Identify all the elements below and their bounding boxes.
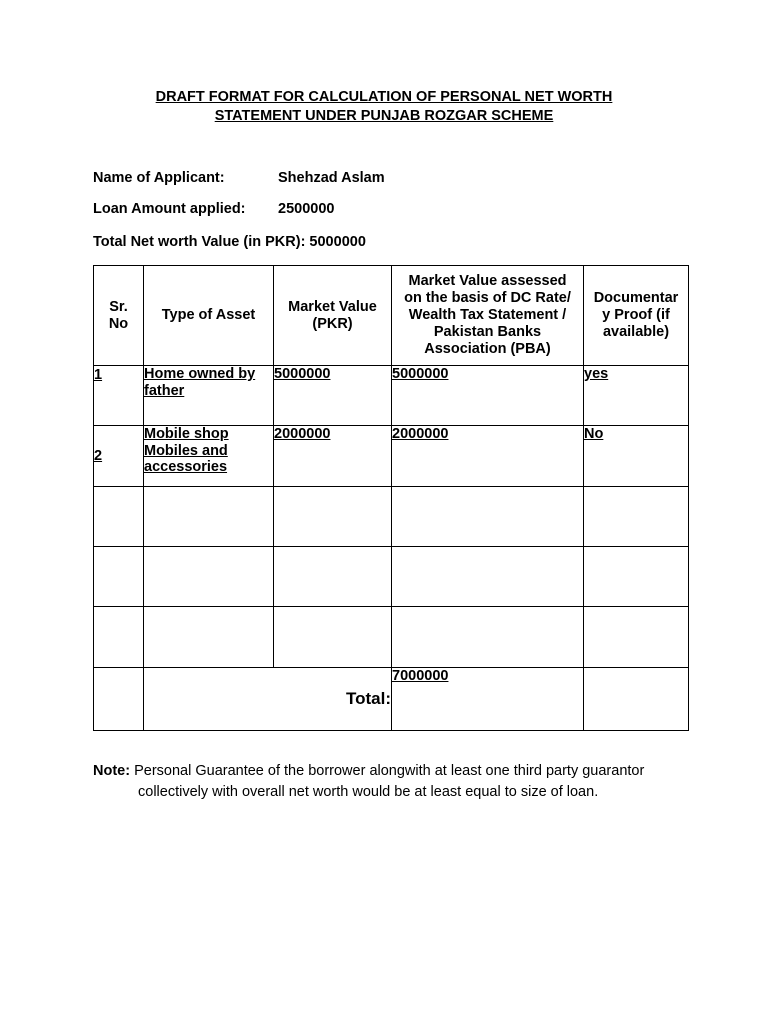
table-row: [94, 487, 689, 547]
table-row: [94, 426, 689, 487]
assessed-value-cell: [392, 607, 584, 668]
asset-cell: Home owned by father: [144, 366, 274, 426]
proof-cell: [584, 487, 689, 547]
table-row: [94, 607, 689, 668]
header-sr-no: Sr. No: [94, 266, 144, 366]
assessed-value-cell: [392, 547, 584, 607]
loan-value: 2500000: [278, 201, 335, 217]
sr-cell: 2: [94, 426, 144, 487]
proof-cell: [584, 547, 689, 607]
proof-cell: [584, 607, 689, 668]
total-label: Total:: [144, 668, 392, 731]
net-worth-field: [93, 232, 366, 252]
proof-cell: yes: [584, 366, 689, 426]
assessed-value-cell: [392, 487, 584, 547]
note-line-1: Personal Guarantee of the borrower alongwith at least one third party guarantor: [130, 763, 645, 779]
assessed-value-cell: 5000000: [392, 366, 584, 426]
table-row: [94, 366, 689, 426]
document-title-line-1: DRAFT FORMAT FOR CALCULATION OF PERSONAL NET WORTH: [155, 89, 613, 105]
net-worth-table: [93, 265, 689, 731]
note-line-2: collectively with overall net worth would be at least equal to size of loan.: [138, 784, 599, 800]
header-documentary-proof: Documentar y Proof (if available): [584, 266, 689, 366]
assessed-value-cell: 2000000: [392, 426, 584, 487]
market-value-cell: 5000000: [274, 366, 392, 426]
market-value-cell: [274, 547, 392, 607]
market-value-cell: [274, 607, 392, 668]
total-proof-cell: [584, 668, 689, 731]
table-header-row: [94, 266, 689, 366]
note: [93, 761, 693, 803]
asset-cell: [144, 547, 274, 607]
total-empty-cell: [94, 668, 144, 731]
applicant-field: [93, 168, 385, 188]
sr-cell: [94, 547, 144, 607]
sr-cell: 1: [94, 366, 144, 426]
asset-cell: [144, 487, 274, 547]
total-value: 7000000: [392, 668, 584, 731]
asset-cell: [144, 607, 274, 668]
table-row: [94, 547, 689, 607]
proof-cell: No: [584, 426, 689, 487]
loan-field: [93, 199, 335, 219]
applicant-label: Name of Applicant:: [93, 170, 225, 186]
applicant-value: Shehzad Aslam: [278, 170, 385, 186]
market-value-cell: [274, 487, 392, 547]
net-worth-label: Total Net worth Value (in PKR): 5000000: [93, 234, 366, 250]
sr-cell: [94, 487, 144, 547]
header-assessed-value: Market Value assessed on the basis of DC Rate/ Wealth Tax Statement / Pakistan Banks Association (PBA): [392, 266, 584, 366]
sr-cell: [94, 607, 144, 668]
asset-cell: Mobile shop Mobiles and accessories: [144, 426, 274, 487]
loan-label: Loan Amount applied:: [93, 201, 246, 217]
header-market-value: Market Value (PKR): [274, 266, 392, 366]
market-value-cell: 2000000: [274, 426, 392, 487]
header-type-of-asset: Type of Asset: [144, 266, 274, 366]
total-row: [94, 668, 689, 731]
document-title-line-2: STATEMENT UNDER PUNJAB ROZGAR SCHEME: [214, 108, 554, 124]
note-label: Note:: [93, 763, 131, 779]
